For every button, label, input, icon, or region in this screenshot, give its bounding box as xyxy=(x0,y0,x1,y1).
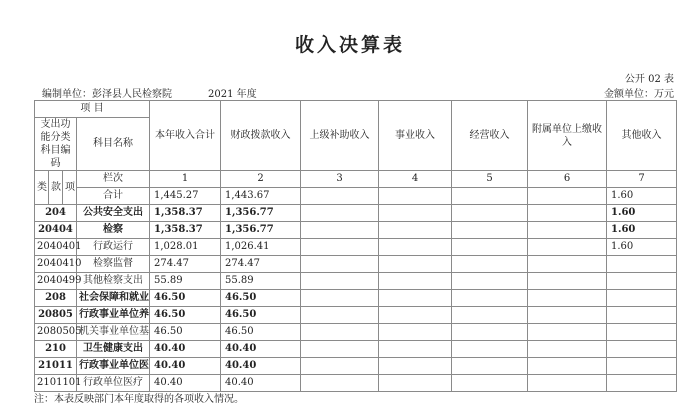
col-header-2: 财政拨款收入 xyxy=(221,101,301,171)
page-title: 收入决算表 xyxy=(294,34,405,56)
cell xyxy=(379,239,452,256)
table-row xyxy=(35,341,677,358)
cell xyxy=(528,188,607,205)
cell xyxy=(301,307,379,324)
cell xyxy=(528,256,607,273)
cell xyxy=(607,273,677,290)
cell xyxy=(452,375,528,392)
col-num-4: 4 xyxy=(379,171,452,188)
table-row xyxy=(35,358,677,375)
cell xyxy=(301,222,379,239)
header-row-1 xyxy=(35,101,677,118)
cell: 274.47 xyxy=(221,256,301,273)
col-header-7: 其他收入 xyxy=(607,101,677,171)
col-num-6: 6 xyxy=(528,171,607,188)
row-code: 2040499 xyxy=(35,273,77,290)
cell: 40.40 xyxy=(150,375,221,392)
cell xyxy=(452,188,528,205)
row-code: 2040410 xyxy=(35,256,77,273)
table-row xyxy=(35,273,677,290)
row-code: 204 xyxy=(35,205,77,222)
col-header-5: 经营收入 xyxy=(452,101,528,171)
cell xyxy=(528,222,607,239)
cell xyxy=(379,290,452,307)
table-row xyxy=(35,290,677,307)
cell: 46.50 xyxy=(150,290,221,307)
cell: 46.50 xyxy=(150,324,221,341)
cell: 46.50 xyxy=(150,307,221,324)
row-name: 合计 xyxy=(77,188,150,205)
cell xyxy=(452,205,528,222)
cell: 1,443.67 xyxy=(221,188,301,205)
table-row xyxy=(35,324,677,341)
cell xyxy=(379,188,452,205)
cell: 40.40 xyxy=(221,358,301,375)
table-row xyxy=(35,256,677,273)
cell: 40.40 xyxy=(221,341,301,358)
lanci-header: 栏次 xyxy=(77,171,150,188)
cell xyxy=(452,324,528,341)
row-name: 公共安全支出 xyxy=(77,205,150,222)
cell xyxy=(301,375,379,392)
col-header-6: 附属单位上缴收入 xyxy=(528,101,607,171)
lei-header: 类 xyxy=(35,171,49,205)
row-code: 208 xyxy=(35,290,77,307)
cell xyxy=(452,256,528,273)
row-name: 卫生健康支出 xyxy=(77,341,150,358)
cell: 40.40 xyxy=(150,341,221,358)
cell xyxy=(607,324,677,341)
cell: 1,358.37 xyxy=(150,222,221,239)
cell: 55.89 xyxy=(150,273,221,290)
total-row xyxy=(35,188,677,205)
cell xyxy=(379,273,452,290)
cell: 1,358.37 xyxy=(150,205,221,222)
header-row-3 xyxy=(35,171,677,188)
row-code: 21011 xyxy=(35,358,77,375)
cell xyxy=(379,205,452,222)
table-row xyxy=(35,222,677,239)
cell xyxy=(379,222,452,239)
cell xyxy=(528,273,607,290)
cell: 1,356.77 xyxy=(221,222,301,239)
cell xyxy=(607,307,677,324)
cell: 1,026.41 xyxy=(221,239,301,256)
table-body xyxy=(35,101,677,392)
cell xyxy=(452,290,528,307)
cell xyxy=(452,307,528,324)
row-name: 机关事业单位基 xyxy=(77,324,150,341)
row-code: 20404 xyxy=(35,222,77,239)
cell xyxy=(379,358,452,375)
cell xyxy=(452,222,528,239)
cell xyxy=(301,205,379,222)
cell: 1,028.01 xyxy=(150,239,221,256)
row-name: 行政运行 xyxy=(77,239,150,256)
cell: 1,445.27 xyxy=(150,188,221,205)
cell xyxy=(379,341,452,358)
col-num-5: 5 xyxy=(452,171,528,188)
col-num-2: 2 xyxy=(221,171,301,188)
report-year: 2021 年度 xyxy=(208,89,257,100)
cell xyxy=(301,239,379,256)
row-name: 检察 xyxy=(77,222,150,239)
name-header: 科目名称 xyxy=(77,118,150,171)
col-num-1: 1 xyxy=(150,171,221,188)
cell xyxy=(607,290,677,307)
cell xyxy=(301,341,379,358)
cell xyxy=(607,341,677,358)
cell xyxy=(452,239,528,256)
cell xyxy=(452,273,528,290)
cell xyxy=(528,375,607,392)
cell: 274.47 xyxy=(150,256,221,273)
cell: 46.50 xyxy=(221,307,301,324)
cell: 1.60 xyxy=(607,239,677,256)
row-name: 行政事业单位医 xyxy=(77,358,150,375)
code-header: 支出功能分类科目编码 xyxy=(35,118,77,171)
cell xyxy=(379,375,452,392)
table-row xyxy=(35,307,677,324)
row-code: 2080505 xyxy=(35,324,77,341)
cell xyxy=(528,341,607,358)
cell xyxy=(528,324,607,341)
cell: 55.89 xyxy=(221,273,301,290)
col-header-4: 事业收入 xyxy=(379,101,452,171)
cell xyxy=(379,256,452,273)
cell: 1.60 xyxy=(607,188,677,205)
col-header-1: 本年收入合计 xyxy=(150,101,221,171)
cell xyxy=(452,358,528,375)
income-table xyxy=(34,100,677,392)
cell: 40.40 xyxy=(221,375,301,392)
cell xyxy=(528,358,607,375)
row-code: 2040401 xyxy=(35,239,77,256)
cell: 1.60 xyxy=(607,205,677,222)
col-header-3: 上级补助收入 xyxy=(301,101,379,171)
cell: 46.50 xyxy=(221,290,301,307)
cell xyxy=(301,273,379,290)
cell xyxy=(528,239,607,256)
row-name: 其他检察支出 xyxy=(77,273,150,290)
cell xyxy=(301,358,379,375)
row-name: 检察监督 xyxy=(77,256,150,273)
cell xyxy=(607,358,677,375)
xiang-header: 项 xyxy=(63,171,77,205)
cell xyxy=(301,256,379,273)
row-code: 2101101 xyxy=(35,375,77,392)
table-row xyxy=(35,239,677,256)
kuan-header: 款 xyxy=(49,171,63,205)
row-name: 行政事业单位养 xyxy=(77,307,150,324)
col-num-3: 3 xyxy=(301,171,379,188)
xiangmu-header: 项 目 xyxy=(35,101,150,118)
cell xyxy=(528,205,607,222)
table-row xyxy=(35,375,677,392)
cell xyxy=(301,324,379,341)
cell: 40.40 xyxy=(150,358,221,375)
cell xyxy=(301,290,379,307)
row-code: 210 xyxy=(35,341,77,358)
doc-number: 公开 02 表 xyxy=(624,74,674,85)
cell xyxy=(452,341,528,358)
cell xyxy=(301,188,379,205)
row-name: 行政单位医疗 xyxy=(77,375,150,392)
cell: 46.50 xyxy=(221,324,301,341)
cell xyxy=(379,324,452,341)
cell xyxy=(379,307,452,324)
amount-unit: 金额单位：万元 xyxy=(604,89,674,100)
cell xyxy=(607,256,677,273)
cell: 1.60 xyxy=(607,222,677,239)
org-name: 编制单位：彭泽县人民检察院 xyxy=(42,89,172,100)
cell xyxy=(528,307,607,324)
footnote: 注：本表反映部门本年度取得的各项收入情况。 xyxy=(34,394,244,405)
table-row xyxy=(35,205,677,222)
col-num-7: 7 xyxy=(607,171,677,188)
cell xyxy=(528,290,607,307)
cell xyxy=(607,375,677,392)
cell: 1,356.77 xyxy=(221,205,301,222)
row-name: 社会保障和就业 xyxy=(77,290,150,307)
row-code: 20805 xyxy=(35,307,77,324)
